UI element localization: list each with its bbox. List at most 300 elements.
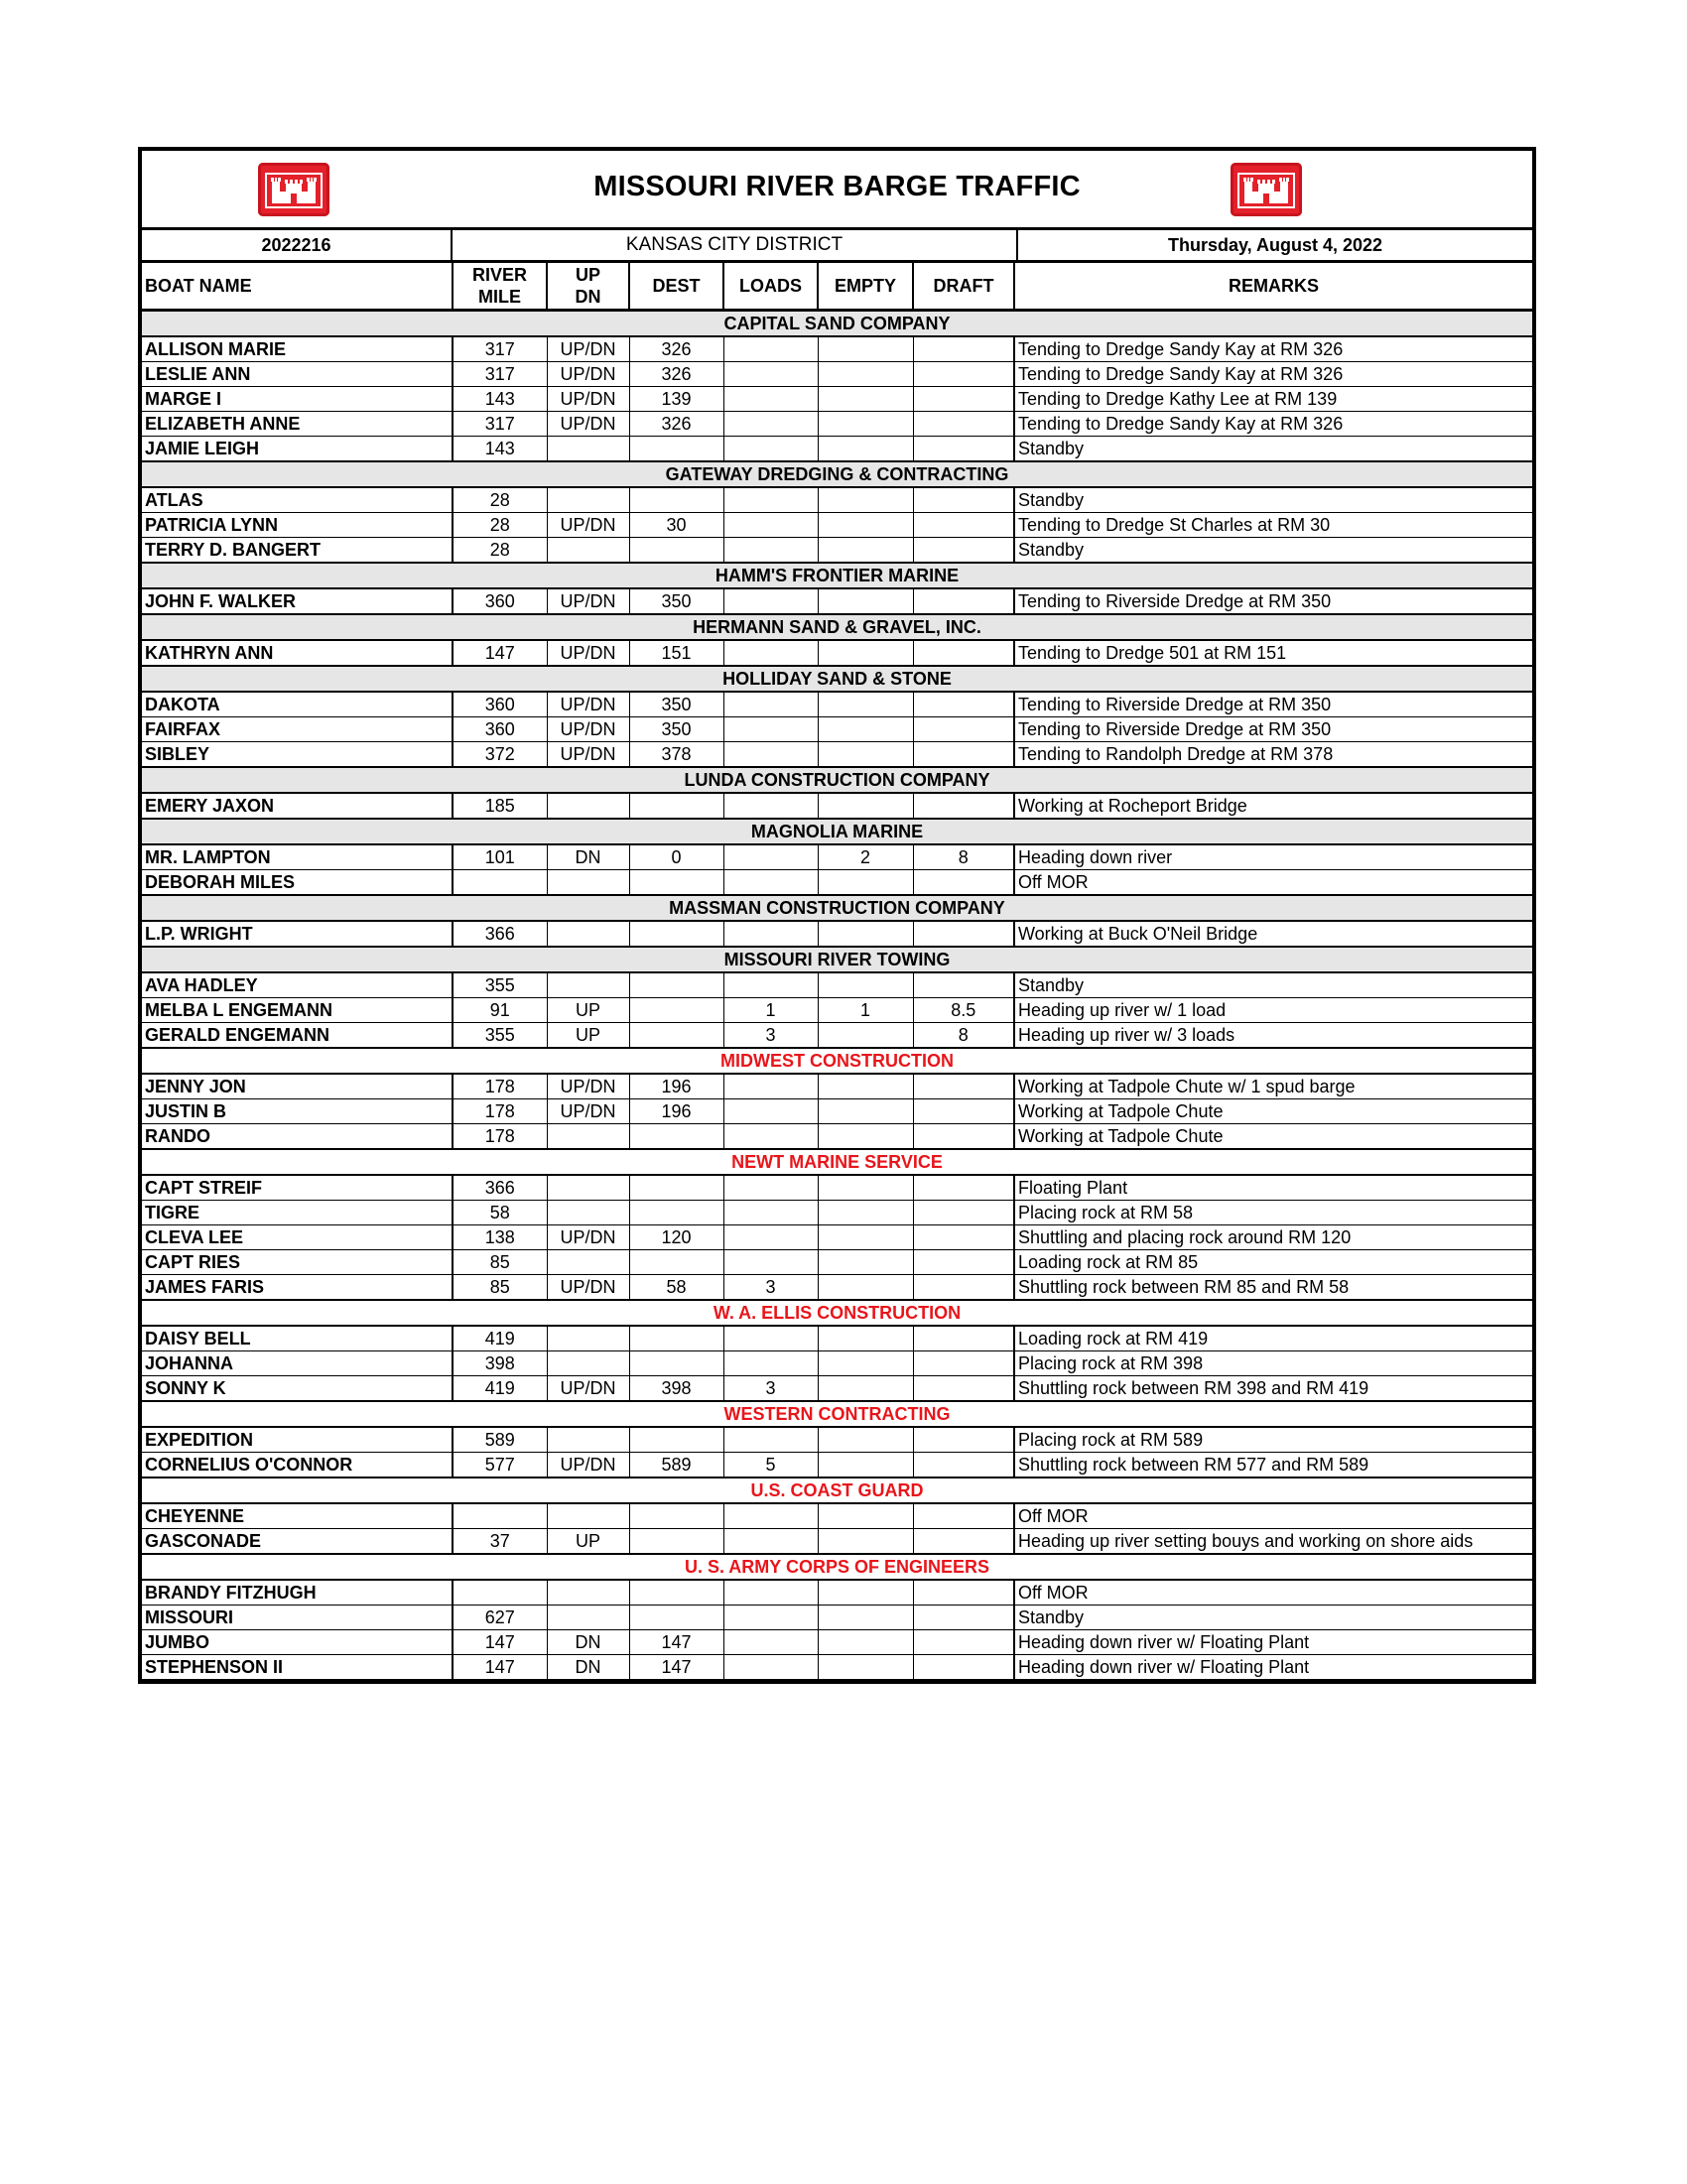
cell-river-mile: 91 [453, 998, 547, 1023]
cell-draft [913, 1427, 1014, 1453]
cell-up-dn: UP/DN [547, 1275, 629, 1301]
cell-draft: 8 [913, 1023, 1014, 1049]
cell-remarks: Placing rock at RM 58 [1014, 1201, 1532, 1225]
col-dest: DEST [629, 263, 723, 311]
cell-draft [913, 640, 1014, 666]
cell-up-dn: UP/DN [547, 1074, 629, 1099]
cell-boat-name: PATRICIA LYNN [142, 513, 453, 538]
col-river-mile [453, 263, 547, 311]
cell-remarks: Tending to Randolph Dredge at RM 378 [1014, 742, 1532, 768]
cell-boat-name: JAMES FARIS [142, 1275, 453, 1301]
table-row [142, 1427, 1532, 1453]
table-row [142, 437, 1532, 462]
cell-remarks: Heading down river [1014, 844, 1532, 870]
cell-draft [913, 1099, 1014, 1124]
cell-river-mile: 147 [453, 1630, 547, 1655]
cell-dest: 326 [629, 336, 723, 362]
table-row [142, 336, 1532, 362]
cell-boat-name: DAISY BELL [142, 1326, 453, 1351]
cell-draft [913, 921, 1014, 947]
cell-boat-name: CHEYENNE [142, 1503, 453, 1529]
cell-loads [723, 1606, 818, 1630]
cell-boat-name: KATHRYN ANN [142, 640, 453, 666]
cell-draft [913, 1351, 1014, 1376]
cell-river-mile: 317 [453, 362, 547, 387]
cell-dest [629, 1124, 723, 1150]
cell-river-mile: 185 [453, 793, 547, 819]
cell-dest: 30 [629, 513, 723, 538]
cell-empty [818, 1630, 913, 1655]
cell-river-mile: 178 [453, 1099, 547, 1124]
cell-dest [629, 1023, 723, 1049]
cell-empty [818, 362, 913, 387]
cell-up-dn [547, 972, 629, 998]
cell-dest: 147 [629, 1630, 723, 1655]
title-row [142, 151, 1532, 230]
cell-dest [629, 1175, 723, 1201]
cell-draft [913, 1503, 1014, 1529]
cell-boat-name: GASCONADE [142, 1529, 453, 1555]
cell-dest [629, 998, 723, 1023]
cell-boat-name: ELIZABETH ANNE [142, 412, 453, 437]
cell-remarks: Tending to Dredge Kathy Lee at RM 139 [1014, 387, 1532, 412]
company-name: NEWT MARINE SERVICE [142, 1149, 1532, 1175]
cell-remarks: Working at Buck O'Neil Bridge [1014, 921, 1532, 947]
cell-remarks: Placing rock at RM 398 [1014, 1351, 1532, 1376]
cell-dest: 120 [629, 1225, 723, 1250]
cell-river-mile: 85 [453, 1250, 547, 1275]
cell-river-mile: 360 [453, 717, 547, 742]
cell-boat-name: JENNY JON [142, 1074, 453, 1099]
cell-remarks: Shuttling rock between RM 398 and RM 419 [1014, 1376, 1532, 1402]
cell-dest [629, 1503, 723, 1529]
cell-river-mile: 28 [453, 538, 547, 564]
cell-dest [629, 921, 723, 947]
cell-loads [723, 1427, 818, 1453]
cell-empty [818, 1225, 913, 1250]
cell-boat-name: CORNELIUS O'CONNOR [142, 1453, 453, 1478]
cell-remarks: Placing rock at RM 589 [1014, 1427, 1532, 1453]
cell-up-dn: UP/DN [547, 1099, 629, 1124]
table-body [142, 311, 1532, 1680]
cell-boat-name: BRANDY FITZHUGH [142, 1580, 453, 1606]
company-group-header [142, 1149, 1532, 1175]
cell-river-mile: 372 [453, 742, 547, 768]
cell-loads [723, 640, 818, 666]
cell-boat-name: CLEVA LEE [142, 1225, 453, 1250]
cell-dest [629, 487, 723, 513]
cell-draft [913, 1225, 1014, 1250]
table-row [142, 717, 1532, 742]
cell-river-mile: 58 [453, 1201, 547, 1225]
company-group-header [142, 1048, 1532, 1074]
cell-up-dn [547, 1124, 629, 1150]
cell-up-dn: UP/DN [547, 1376, 629, 1402]
cell-dest: 350 [629, 717, 723, 742]
company-name: MIDWEST CONSTRUCTION [142, 1048, 1532, 1074]
cell-river-mile: 317 [453, 336, 547, 362]
cell-boat-name: JAMIE LEIGH [142, 437, 453, 462]
cell-loads [723, 513, 818, 538]
cell-remarks: Heading up river w/ 3 loads [1014, 1023, 1532, 1049]
table-row [142, 362, 1532, 387]
cell-river-mile: 355 [453, 1023, 547, 1049]
cell-dest [629, 538, 723, 564]
cell-river-mile: 147 [453, 640, 547, 666]
cell-draft [913, 437, 1014, 462]
cell-empty [818, 588, 913, 614]
cell-dest [629, 1201, 723, 1225]
cell-up-dn [547, 921, 629, 947]
cell-remarks: Heading down river w/ Floating Plant [1014, 1655, 1532, 1680]
company-name: HERMANN SAND & GRAVEL, INC. [142, 614, 1532, 640]
cell-loads [723, 1225, 818, 1250]
cell-up-dn [547, 870, 629, 896]
cell-loads [723, 437, 818, 462]
cell-river-mile: 360 [453, 588, 547, 614]
cell-boat-name: L.P. WRIGHT [142, 921, 453, 947]
report-id: 2022216 [142, 230, 453, 260]
cell-remarks: Loading rock at RM 85 [1014, 1250, 1532, 1275]
table-row [142, 1655, 1532, 1680]
cell-up-dn [547, 1201, 629, 1225]
cell-river-mile: 627 [453, 1606, 547, 1630]
cell-dest: 326 [629, 362, 723, 387]
col-loads: LOADS [723, 263, 818, 311]
cell-empty [818, 412, 913, 437]
cell-up-dn [547, 538, 629, 564]
cell-loads [723, 742, 818, 768]
cell-remarks: Heading up river setting bouys and working on shore aids [1014, 1529, 1532, 1555]
cell-draft [913, 972, 1014, 998]
company-name: HOLLIDAY SAND & STONE [142, 666, 1532, 692]
cell-loads [723, 1099, 818, 1124]
cell-up-dn [547, 1427, 629, 1453]
cell-dest [629, 1250, 723, 1275]
cell-up-dn: UP/DN [547, 717, 629, 742]
cell-remarks: Off MOR [1014, 870, 1532, 896]
table-row [142, 538, 1532, 564]
report-date: Thursday, August 4, 2022 [1167, 234, 1383, 255]
cell-remarks: Working at Tadpole Chute [1014, 1124, 1532, 1150]
cell-dest: 196 [629, 1074, 723, 1099]
cell-dest: 350 [629, 692, 723, 717]
cell-draft [913, 793, 1014, 819]
cell-river-mile: 398 [453, 1351, 547, 1376]
cell-dest [629, 437, 723, 462]
cell-empty [818, 1326, 913, 1351]
cell-loads [723, 793, 818, 819]
cell-empty [818, 742, 913, 768]
cell-remarks: Working at Tadpole Chute w/ 1 spud barge [1014, 1074, 1532, 1099]
cell-boat-name: DEBORAH MILES [142, 870, 453, 896]
cell-river-mile [453, 1503, 547, 1529]
cell-empty [818, 1453, 913, 1478]
cell-loads [723, 487, 818, 513]
cell-remarks: Standby [1014, 437, 1532, 462]
company-name: MASSMAN CONSTRUCTION COMPANY [142, 895, 1532, 921]
cell-empty [818, 437, 913, 462]
cell-dest: 58 [629, 1275, 723, 1301]
cell-up-dn [547, 1351, 629, 1376]
cell-loads: 3 [723, 1023, 818, 1049]
company-group-header [142, 666, 1532, 692]
cell-loads: 3 [723, 1275, 818, 1301]
cell-remarks: Tending to Dredge Sandy Kay at RM 326 [1014, 362, 1532, 387]
table-row [142, 1326, 1532, 1351]
cell-draft [913, 1630, 1014, 1655]
cell-river-mile: 37 [453, 1529, 547, 1555]
cell-dest [629, 870, 723, 896]
cell-draft [913, 588, 1014, 614]
cell-loads [723, 717, 818, 742]
cell-loads [723, 336, 818, 362]
cell-loads [723, 1503, 818, 1529]
table-row [142, 1023, 1532, 1049]
company-group-header [142, 563, 1532, 588]
cell-empty [818, 870, 913, 896]
table-row [142, 1074, 1532, 1099]
cell-loads [723, 1351, 818, 1376]
cell-draft [913, 870, 1014, 896]
company-name: W. A. ELLIS CONSTRUCTION [142, 1300, 1532, 1326]
cell-river-mile: 419 [453, 1376, 547, 1402]
cell-loads [723, 1580, 818, 1606]
table-row [142, 1606, 1532, 1630]
cell-draft [913, 742, 1014, 768]
cell-up-dn: UP/DN [547, 1225, 629, 1250]
cell-remarks: Tending to Dredge Sandy Kay at RM 326 [1014, 336, 1532, 362]
barge-traffic-report [138, 147, 1536, 1684]
cell-boat-name: TERRY D. BANGERT [142, 538, 453, 564]
cell-draft [913, 362, 1014, 387]
cell-empty [818, 1606, 913, 1630]
cell-remarks: Heading up river w/ 1 load [1014, 998, 1532, 1023]
cell-loads [723, 972, 818, 998]
cell-up-dn: UP/DN [547, 742, 629, 768]
cell-remarks: Tending to Dredge St Charles at RM 30 [1014, 513, 1532, 538]
cell-up-dn [547, 437, 629, 462]
table-row [142, 742, 1532, 768]
cell-up-dn: DN [547, 1655, 629, 1680]
cell-boat-name: JOHANNA [142, 1351, 453, 1376]
cell-dest: 0 [629, 844, 723, 870]
cell-remarks: Standby [1014, 487, 1532, 513]
cell-boat-name: MR. LAMPTON [142, 844, 453, 870]
cell-loads [723, 692, 818, 717]
cell-boat-name: STEPHENSON II [142, 1655, 453, 1680]
cell-draft [913, 1074, 1014, 1099]
cell-loads [723, 921, 818, 947]
company-name: LUNDA CONSTRUCTION COMPANY [142, 767, 1532, 793]
cell-river-mile: 366 [453, 921, 547, 947]
table-row [142, 640, 1532, 666]
report-title: MISSOURI RIVER BARGE TRAFFIC [593, 171, 1081, 202]
cell-remarks: Standby [1014, 1606, 1532, 1630]
cell-draft [913, 1453, 1014, 1478]
cell-empty [818, 387, 913, 412]
cell-loads [723, 1529, 818, 1555]
col-remarks: REMARKS [1014, 263, 1532, 311]
table-row [142, 1630, 1532, 1655]
table-row [142, 487, 1532, 513]
cell-up-dn: UP/DN [547, 412, 629, 437]
cell-boat-name: LESLIE ANN [142, 362, 453, 387]
cell-up-dn: UP/DN [547, 1453, 629, 1478]
cell-river-mile: 366 [453, 1175, 547, 1201]
cell-loads: 5 [723, 1453, 818, 1478]
cell-boat-name: MELBA L ENGEMANN [142, 998, 453, 1023]
cell-draft [913, 717, 1014, 742]
table-row [142, 1503, 1532, 1529]
castle-logo-icon [1231, 163, 1302, 216]
cell-up-dn: UP/DN [547, 640, 629, 666]
cell-empty [818, 1074, 913, 1099]
cell-boat-name: MISSOURI [142, 1606, 453, 1630]
company-name: GATEWAY DREDGING & CONTRACTING [142, 461, 1532, 487]
cell-empty [818, 1201, 913, 1225]
cell-dest [629, 1580, 723, 1606]
col-up-dn [547, 263, 629, 311]
cell-remarks: Tending to Riverside Dredge at RM 350 [1014, 588, 1532, 614]
cell-empty: 1 [818, 998, 913, 1023]
cell-up-dn [547, 1250, 629, 1275]
table-row [142, 793, 1532, 819]
col-up-dn-line2: DN [575, 287, 601, 307]
cell-loads [723, 1175, 818, 1201]
company-group-header [142, 461, 1532, 487]
cell-boat-name: MARGE I [142, 387, 453, 412]
cell-empty [818, 921, 913, 947]
cell-up-dn: UP/DN [547, 387, 629, 412]
cell-loads [723, 387, 818, 412]
cell-river-mile: 85 [453, 1275, 547, 1301]
cell-river-mile: 178 [453, 1124, 547, 1150]
cell-dest [629, 1606, 723, 1630]
company-group-header [142, 947, 1532, 972]
company-group-header [142, 767, 1532, 793]
cell-empty [818, 717, 913, 742]
cell-draft [913, 1376, 1014, 1402]
cell-up-dn: UP [547, 1529, 629, 1555]
company-group-header [142, 614, 1532, 640]
cell-boat-name: ATLAS [142, 487, 453, 513]
cell-empty [818, 1503, 913, 1529]
cell-draft [913, 1175, 1014, 1201]
cell-river-mile: 577 [453, 1453, 547, 1478]
cell-river-mile: 147 [453, 1655, 547, 1680]
cell-river-mile: 178 [453, 1074, 547, 1099]
cell-draft [913, 1655, 1014, 1680]
cell-up-dn: UP/DN [547, 588, 629, 614]
cell-empty [818, 692, 913, 717]
cell-draft [913, 692, 1014, 717]
cell-river-mile: 28 [453, 487, 547, 513]
company-group-header [142, 1300, 1532, 1326]
cell-draft [913, 336, 1014, 362]
cell-dest: 147 [629, 1655, 723, 1680]
cell-loads [723, 1201, 818, 1225]
cell-empty [818, 793, 913, 819]
cell-loads: 1 [723, 998, 818, 1023]
cell-dest: 326 [629, 412, 723, 437]
cell-up-dn [547, 793, 629, 819]
cell-up-dn: DN [547, 1630, 629, 1655]
cell-up-dn: UP/DN [547, 362, 629, 387]
report-meta-row [142, 230, 1532, 263]
company-name: WESTERN CONTRACTING [142, 1401, 1532, 1427]
cell-remarks: Shuttling and placing rock around RM 120 [1014, 1225, 1532, 1250]
cell-remarks: Off MOR [1014, 1580, 1532, 1606]
cell-empty [818, 1529, 913, 1555]
col-draft: DRAFT [913, 263, 1014, 311]
cell-boat-name: CAPT RIES [142, 1250, 453, 1275]
company-group-header [142, 895, 1532, 921]
cell-draft [913, 387, 1014, 412]
cell-empty [818, 1580, 913, 1606]
barge-traffic-table [142, 263, 1532, 1680]
cell-draft [913, 412, 1014, 437]
cell-up-dn [547, 1503, 629, 1529]
cell-loads [723, 1124, 818, 1150]
company-name: MISSOURI RIVER TOWING [142, 947, 1532, 972]
cell-loads [723, 844, 818, 870]
cell-empty [818, 513, 913, 538]
cell-dest: 378 [629, 742, 723, 768]
cell-empty [818, 1099, 913, 1124]
cell-remarks: Shuttling rock between RM 85 and RM 58 [1014, 1275, 1532, 1301]
cell-draft: 8 [913, 844, 1014, 870]
cell-draft [913, 1250, 1014, 1275]
cell-boat-name: EXPEDITION [142, 1427, 453, 1453]
cell-dest [629, 1351, 723, 1376]
cell-boat-name: TIGRE [142, 1201, 453, 1225]
cell-boat-name: SONNY K [142, 1376, 453, 1402]
table-row [142, 1529, 1532, 1555]
cell-river-mile: 419 [453, 1326, 547, 1351]
cell-empty [818, 1427, 913, 1453]
cell-boat-name: JUSTIN B [142, 1099, 453, 1124]
cell-loads [723, 1630, 818, 1655]
cell-draft [913, 538, 1014, 564]
cell-boat-name: RANDO [142, 1124, 453, 1150]
cell-up-dn [547, 1326, 629, 1351]
cell-dest [629, 972, 723, 998]
cell-remarks: Tending to Dredge 501 at RM 151 [1014, 640, 1532, 666]
cell-dest: 398 [629, 1376, 723, 1402]
table-row [142, 1580, 1532, 1606]
cell-draft [913, 1529, 1014, 1555]
table-row [142, 1175, 1532, 1201]
table-row [142, 1250, 1532, 1275]
table-row [142, 412, 1532, 437]
cell-dest [629, 793, 723, 819]
cell-empty [818, 1124, 913, 1150]
cell-river-mile: 317 [453, 412, 547, 437]
cell-draft [913, 1580, 1014, 1606]
cell-draft [913, 1326, 1014, 1351]
cell-empty [818, 1275, 913, 1301]
table-row [142, 1225, 1532, 1250]
cell-empty: 2 [818, 844, 913, 870]
cell-draft: 8.5 [913, 998, 1014, 1023]
col-boat-name: BOAT NAME [142, 263, 453, 311]
cell-dest [629, 1427, 723, 1453]
table-row [142, 513, 1532, 538]
cell-empty [818, 487, 913, 513]
cell-draft [913, 1201, 1014, 1225]
cell-dest [629, 1326, 723, 1351]
